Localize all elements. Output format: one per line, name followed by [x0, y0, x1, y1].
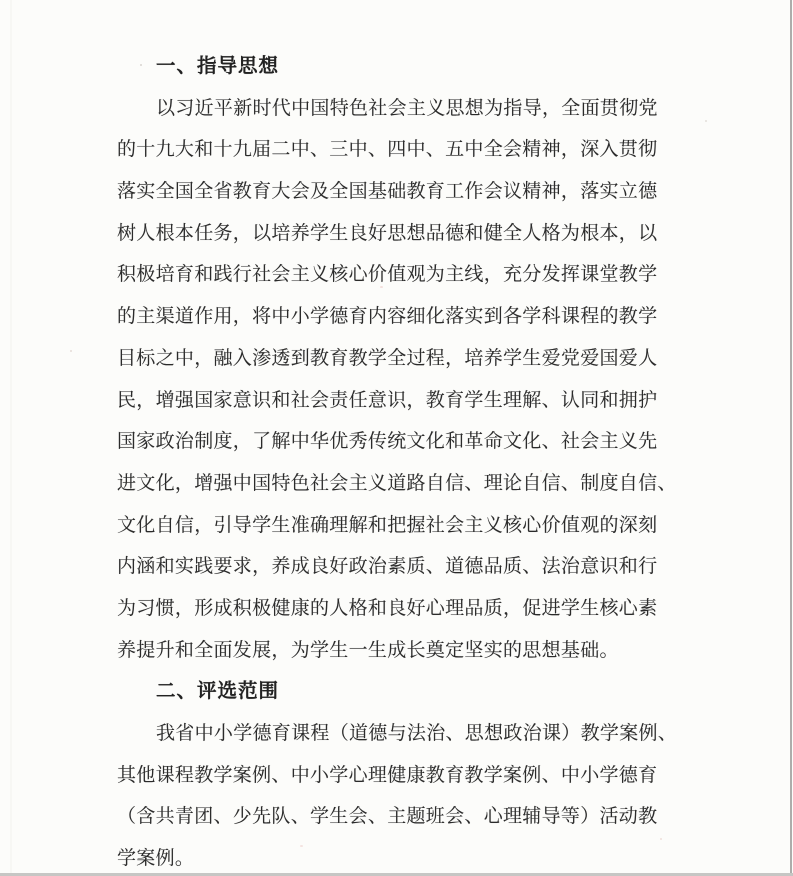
text-line: 内涵和实践要求，养成良好政治素质、道德品质、法治意识和行 — [117, 556, 658, 578]
text-line: 进文化，增强中国特色社会主义道路自信、理论自信、制度自信、 — [117, 472, 677, 494]
scan-speckle — [140, 64, 142, 66]
text-line: 以习近平新时代中国特色社会主义思想为指导，全面贯彻党 — [156, 97, 658, 119]
text-line: 养提升和全面发展，为学生一生成长奠定坚实的思想基础。 — [117, 639, 619, 661]
text-line: 国家政治制度，了解中华优秀传统文化和革命文化、社会主义先 — [117, 431, 658, 453]
scan-speckle — [540, 470, 542, 472]
scan-speckle — [660, 838, 662, 840]
scan-speckle — [380, 286, 383, 288]
document-text-block — [117, 46, 677, 876]
text-line: 目标之中，融入渗透到教育教学全过程，培养学生爱党爱国爱人 — [117, 347, 658, 369]
text-line: 的十九大和十九届二中、三中、四中、五中全会精神，深入贯彻 — [117, 139, 658, 161]
text-line: 文化自信，引导学生准确理解和把握社会主义核心价值观的深刻 — [117, 514, 658, 536]
text-line: 学案例。 — [117, 848, 195, 870]
scan-speckle — [70, 350, 72, 352]
scan-speckle — [300, 845, 303, 847]
text-line: 树人根本任务，以培养学生良好思想品德和健全人格为根本，以 — [117, 222, 658, 244]
text-line: 落实全国全省教育大会及全国基础教育工作会议精神，落实立德 — [117, 181, 658, 203]
text-line: 我省中小学德育课程（道德与法治、思想政治课）教学案例、 — [156, 723, 678, 744]
scan-speckle — [705, 120, 707, 122]
text-line: 民，增强国家意识和社会责任意识，教育学生理解、认同和拥护 — [117, 389, 658, 411]
scan-speckle — [235, 612, 237, 614]
text-line: 其他课程教学案例、中小学心理健康教育教学案例、中小学德育 — [117, 764, 658, 786]
text-line: （含共青团、少先队、学生会、主题班会、心理辅导等）活动教 — [117, 806, 658, 828]
scan-crease-line — [10, 0, 12, 876]
section-heading-2: 二、评选范围 — [156, 680, 280, 703]
text-line: 积极培育和践行社会主义核心价值观为主线，充分发挥课堂教学 — [117, 264, 658, 286]
section-heading-1: 一、指导思想 — [156, 55, 280, 77]
text-line: 为习惯，形成积极健康的人格和良好心理品质，促进学生核心素 — [117, 597, 658, 619]
scan-edge-right — [790, 0, 792, 876]
text-line: 的主渠道作用，将中小学德育内容细化落实到各学科课程的教学 — [117, 306, 658, 328]
